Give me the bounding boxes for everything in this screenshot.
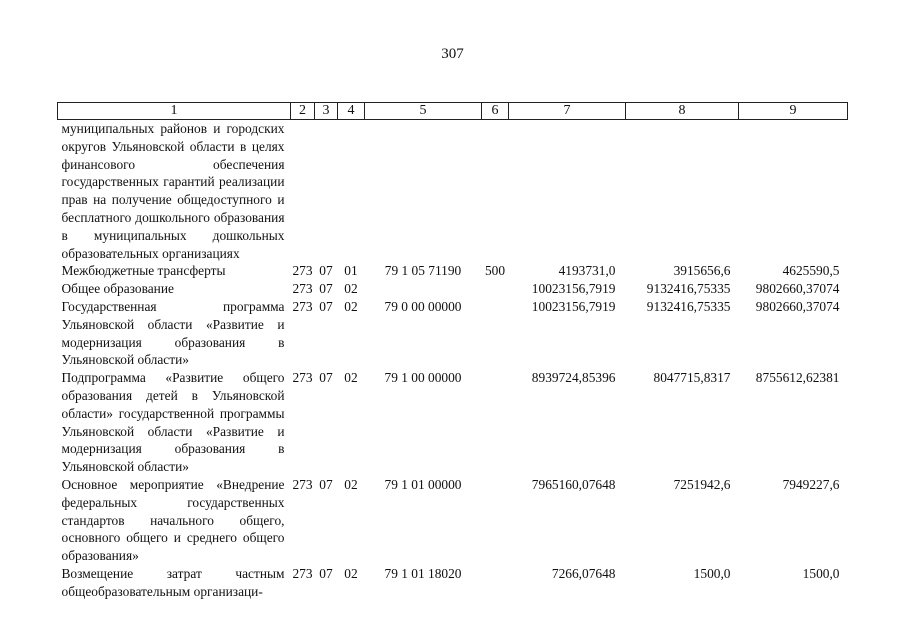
- cell-col5: 79 1 05 71190: [384, 263, 462, 279]
- cell-col6: [482, 298, 509, 369]
- cell-col4: 02: [344, 281, 358, 297]
- column-header: 9: [739, 103, 848, 120]
- cell-col2: 273: [292, 476, 313, 492]
- row-name: Подпрограмма «Развитие общего образования детей в Ульяновской области» государственной программы Ульяновской области «Развитие и модернизация образования в Ульяновской области»: [61, 370, 285, 475]
- cell-col9: 9802660,37074: [755, 298, 840, 314]
- cell-col9: 9802660,37074: [755, 281, 840, 297]
- cell-col2: [291, 120, 315, 263]
- column-header: 2: [291, 103, 315, 120]
- cell-col4: 02: [344, 565, 358, 581]
- cell-col9: 7949227,6: [782, 476, 840, 492]
- column-header: 3: [315, 103, 338, 120]
- cell-col6: [482, 280, 509, 298]
- cell-col9: [739, 120, 848, 263]
- cell-col6: [482, 120, 509, 263]
- cell-col5: [365, 120, 482, 263]
- cell-col9: 8755612,62381: [755, 370, 840, 386]
- cell-col5: 79 1 00 00000: [384, 370, 462, 386]
- cell-col2: 273: [292, 298, 313, 314]
- cell-col6: [482, 476, 509, 565]
- cell-col3: 07: [319, 565, 333, 581]
- row-name: Общее образование: [61, 281, 174, 297]
- row-name: Возмещение затрат частным общеобразовательным организаци-: [61, 565, 285, 599]
- cell-col3: 07: [319, 298, 333, 314]
- cell-col3: 07: [319, 476, 333, 492]
- table-row: [58, 298, 848, 369]
- cell-col7: 8939724,85396: [531, 370, 616, 386]
- cell-col2: 273: [292, 565, 313, 581]
- cell-col8: 9132416,75335: [646, 298, 731, 314]
- cell-col7: 7965160,07648: [531, 476, 616, 492]
- cell-col7: 10023156,7919: [531, 298, 616, 314]
- column-header: 5: [365, 103, 482, 120]
- cell-col8: 7251942,6: [673, 476, 731, 492]
- budget-table: [57, 102, 847, 601]
- cell-col2: 273: [292, 263, 313, 279]
- cell-col2: 273: [292, 281, 313, 297]
- column-header: 7: [509, 103, 626, 120]
- row-name: Межбюджетные трансферты: [61, 263, 226, 279]
- row-name: Государственная программа Ульяновской области «Развитие и модернизация образования в Ульяновской области»: [61, 298, 285, 368]
- table-row: [58, 369, 848, 476]
- table-row: [58, 120, 848, 263]
- cell-col5: 79 1 01 00000: [384, 476, 462, 492]
- table-row: [58, 565, 848, 601]
- cell-col3: 07: [319, 263, 333, 279]
- cell-col4: 02: [344, 298, 358, 314]
- cell-col3: 07: [319, 370, 333, 386]
- cell-col7: 7266,07648: [551, 565, 616, 581]
- cell-col4: 02: [344, 476, 358, 492]
- page-number: 307: [441, 46, 464, 62]
- cell-col2: 273: [292, 370, 313, 386]
- cell-col5: 79 1 01 18020: [384, 565, 462, 581]
- column-header: 1: [58, 103, 291, 120]
- cell-col4: [338, 120, 365, 263]
- cell-col9: 4625590,5: [782, 263, 840, 279]
- row-name: муниципальных районов и городских округов Ульяновской области в целях финансового обеспечения государственных гарантий реализации прав на получение общедоступного и бесплатного дошкольного образования в муниципальных дошкольных образовательных организациях: [61, 121, 285, 261]
- column-header: 4: [338, 103, 365, 120]
- column-header: 8: [626, 103, 739, 120]
- cell-col3: [315, 120, 338, 263]
- header-row: [58, 103, 848, 120]
- table-row: [58, 280, 848, 298]
- table-row: [58, 262, 848, 280]
- cell-col8: 8047715,8317: [653, 370, 731, 386]
- cell-col4: 01: [344, 263, 358, 279]
- cell-col6: [482, 369, 509, 476]
- cell-col8: 1500,0: [693, 565, 731, 581]
- cell-col8: 3915656,6: [673, 263, 731, 279]
- cell-col8: 9132416,75335: [646, 281, 731, 297]
- cell-col9: 1500,0: [802, 565, 840, 581]
- cell-col7: 4193731,0: [558, 263, 616, 279]
- cell-col7: 10023156,7919: [531, 281, 616, 297]
- cell-col8: [626, 120, 739, 263]
- cell-col5: 79 0 00 00000: [384, 298, 462, 314]
- cell-col7: [509, 120, 626, 263]
- cell-col6: [482, 565, 509, 601]
- cell-col3: 07: [319, 281, 333, 297]
- column-header: 6: [482, 103, 509, 120]
- table-row: [58, 476, 848, 565]
- cell-col5: [365, 280, 482, 298]
- cell-col4: 02: [344, 370, 358, 386]
- row-name: Основное мероприятие «Внедрение федеральных государственных стандартов начального общего, основного общего и среднего общего образования»: [61, 476, 285, 564]
- cell-col6: 500: [484, 263, 506, 279]
